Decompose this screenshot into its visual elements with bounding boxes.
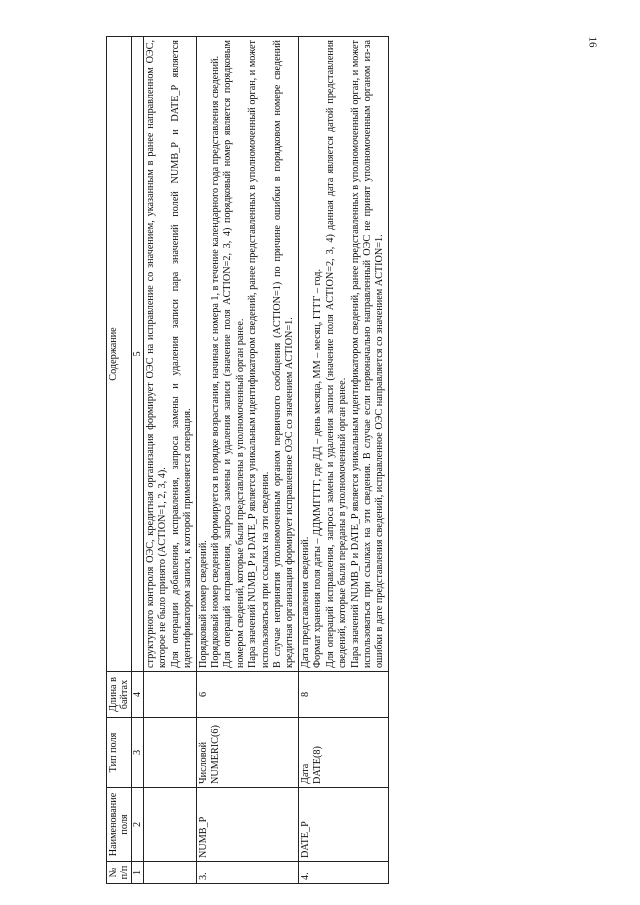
col-number: 2 bbox=[132, 788, 144, 862]
row-number bbox=[144, 862, 197, 884]
col-number: 1 bbox=[132, 862, 144, 884]
table-header-row bbox=[107, 37, 132, 884]
row-content bbox=[196, 37, 298, 672]
column-numbers-row bbox=[132, 37, 144, 884]
row-content bbox=[144, 37, 197, 672]
content-paragraph: Порядковый номер сведений. bbox=[197, 540, 209, 668]
row-content bbox=[298, 37, 388, 672]
content-paragraph: Для операции добавления, исправления, запроса замены и удаления записи пара значений полей NUMB_P и DATE_P является идентификатором записи, к которой применяется операция. bbox=[169, 40, 194, 668]
content-paragraph: Для операций исправления, запроса замены и удаления записи (значение поля ACTION=2, 3, 4) порядковый номер является порядковым номером сведений, которые были представлены в уполномоченный орган ранее. bbox=[222, 40, 246, 668]
content-paragraph: Пара значений NUMB_P и DATE_P является уникальным идентификатором сведений, ранее представленных в уполномоченный орган, и может использоваться при ссылках на эти сведения. В случае если первоначально направленный ОЭС не принят уполномоченным органом из-за ошибки в дате представления сведений, исправленное ОЭС направляется со значением ACTION=1. bbox=[349, 40, 386, 668]
header-field-type: Тип поля bbox=[107, 718, 132, 788]
row-field-name: DATE_P bbox=[298, 788, 388, 862]
field-type-line: Дата bbox=[299, 763, 311, 784]
col-number: 5 bbox=[132, 37, 144, 672]
field-type-line: DATE(8) bbox=[312, 746, 324, 784]
row-number: 3. bbox=[196, 862, 298, 884]
fields-table bbox=[106, 36, 389, 884]
header-field-name: Наименование поля bbox=[107, 788, 132, 862]
row-field-type bbox=[196, 718, 298, 788]
rotated-table-container bbox=[106, 36, 578, 884]
col-number: 4 bbox=[132, 672, 144, 718]
row-field-name: NUMB_P bbox=[196, 788, 298, 862]
row-field-type bbox=[144, 718, 197, 788]
content-paragraph: структурного контроля ОЭС, кредитная организация формирует ОЭС на исправление со значением, указанным в ранее направленном ОЭС, которое не было принято (ACTION=1, 2, 3, 4). bbox=[145, 40, 169, 668]
col-number: 3 bbox=[132, 718, 144, 788]
row-field-type bbox=[298, 718, 388, 788]
table-row bbox=[144, 37, 197, 884]
content-paragraph: Пара значений NUMB_P и DATE_P является уникальным идентификатором сведений, ранее представленных в уполномоченный орган, и может использоваться при ссылках на эти сведения. bbox=[247, 40, 271, 668]
header-length: Длина в байтах bbox=[107, 672, 132, 718]
row-number: 4. bbox=[298, 862, 388, 884]
header-content: Содержание bbox=[107, 37, 132, 672]
row-length: 6 bbox=[196, 672, 298, 718]
content-paragraph: Формат хранения поля даты – ДДММГГГГ, где ДД – день месяца, ММ – месяц, ГГГГ – год. bbox=[312, 268, 324, 668]
header-number: № п/п bbox=[107, 862, 132, 884]
table-row bbox=[298, 37, 388, 884]
content-paragraph: Для операций исправления, запроса замены и удаления записи (значение поля ACTION=2, 3, 4) данная дата является датой представления сведений, которые были переданы в уполномоченный орган ранее. bbox=[324, 40, 349, 668]
field-type-line: NUMERIC(6) bbox=[210, 725, 222, 784]
row-length: 8 bbox=[298, 672, 388, 718]
content-paragraph: Дата представления сведений. bbox=[299, 536, 311, 668]
row-field-name bbox=[144, 788, 197, 862]
content-paragraph: В случае непринятия уполномоченным органом первичного сообщения (ACTION=1) по причине ошибки в порядковом номере сведений кредитная организация формирует исправленное ОЭС со значением ACTION=1. bbox=[272, 40, 296, 668]
row-length bbox=[144, 672, 197, 718]
page-number: 16 bbox=[586, 36, 599, 48]
field-type-line: Числовой bbox=[197, 741, 209, 784]
table-row bbox=[196, 37, 298, 884]
content-paragraph: Порядковый номер сведений формируется в порядке возрастания, начиная с номера 1, в течение календарного года представления сведений. bbox=[210, 55, 222, 668]
